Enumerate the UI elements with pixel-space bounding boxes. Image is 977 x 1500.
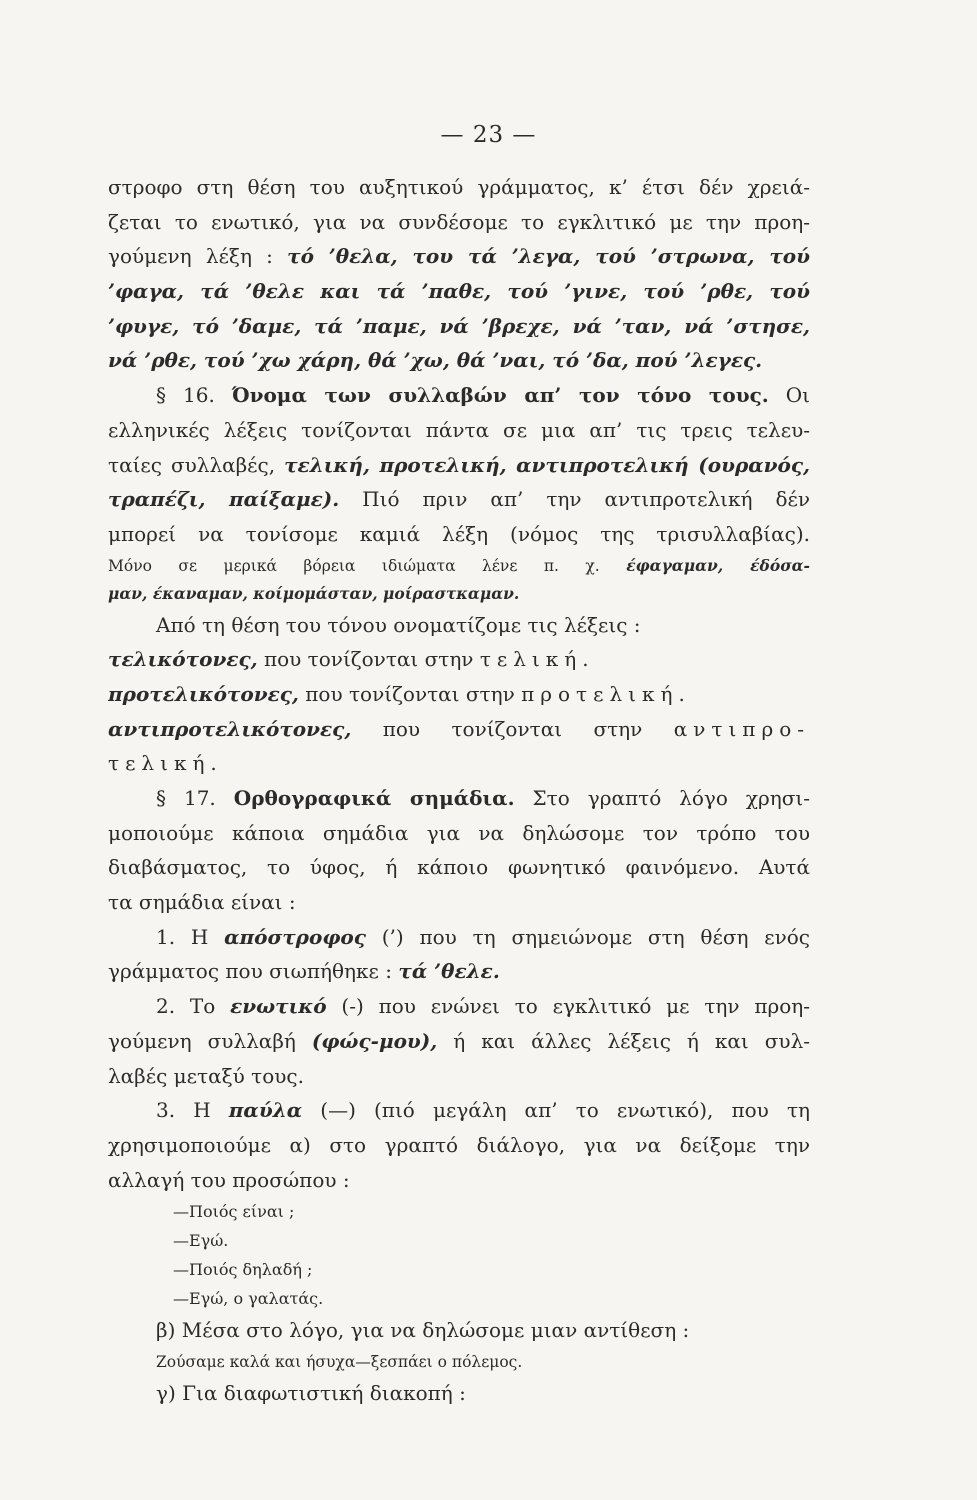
definition-line (108, 677, 810, 712)
section-number: § 16. (156, 383, 215, 408)
list-item-apostrophe (108, 920, 810, 955)
dialect-forms: έφαγαμαν, έδόσα- (626, 555, 810, 575)
text-line: μπορεί να τονίσομε καμιά λέξη (νόμος της τρισυλλαβίας). (108, 521, 810, 546)
text-span: (-) που ενώνει το εγκλιτικό με την προη- (341, 994, 810, 1019)
spaced-term: αντιπρο- (673, 716, 810, 741)
page-text (108, 170, 810, 1411)
definition-line (108, 712, 810, 747)
example-line: ’φαγα, τά ’θελε και τά ’παθε, τού ’γινε, τού ’ρθε, τού (108, 279, 810, 304)
section-16-heading (108, 378, 810, 413)
example-line: ’φυγε, τό ’δαμε, τά ’παμε, νά ’βρεχε, νά ’ταν, νά ’στησε, (108, 313, 810, 338)
example-sentence: Ζούσαμε καλά και ήσυχα—ξεσπάει ο πόλεμος. (156, 1352, 523, 1371)
text-line: χρησιμοποιούμε α) στο γραπτό διάλογο, για να δείξομε την (108, 1132, 810, 1157)
text-line: Από τη θέση του τόνου ονοματίζομε τις λέξεις : (156, 612, 641, 637)
example-words: τά ’θελε. (398, 959, 500, 984)
term: τελικότονες, (108, 647, 258, 672)
term-list: τελική, προτελική, αντιπροτελική (ουρανός, (284, 452, 810, 477)
text-span: γούμενη λέξη : (108, 244, 273, 269)
text-line: αλλαγή του προσώπου : (108, 1167, 350, 1192)
text-span: Πιό πριν απ’ την αντιπροτελική δέν (362, 487, 810, 512)
text-line: στροφο στη θέση του αυξητικού γράμματος, κ’ έτσι δέν χρειά- (108, 175, 810, 199)
text-line (108, 482, 810, 517)
text-span: Στο γραπτό λόγο χρησι- (532, 786, 810, 810)
text-span: γράμματος που σιωπήθηκε : (108, 959, 392, 984)
text-span: (’) που τη σημειώνομε στη θέση ενός (381, 924, 810, 949)
section-number: § 17. (156, 786, 216, 810)
section-17-heading (108, 781, 810, 816)
example-words: (φώς-μου), (311, 1028, 438, 1053)
dialect-forms: μαν, έκαναμαν, κοίμομάσταν, μοίραστκαμαν. (108, 583, 520, 603)
text-span: Μόνο σε μερικά βόρεια ιδιώματα λένε π. χ. (108, 556, 600, 575)
text-line (108, 239, 810, 274)
text-span: (—) (πιό μεγάλη απ’ το ενωτικό), που τη (320, 1098, 810, 1123)
term-list: τραπέζι, παίξαμε). (108, 487, 340, 512)
term: απόστροφος (224, 924, 366, 949)
text-line: λαβές μεταξύ τους. (108, 1063, 304, 1088)
term: ενωτικό (230, 994, 327, 1019)
text-span: γούμενη συλλαβή (108, 1028, 296, 1053)
small-note-line (108, 552, 810, 580)
text-line (108, 1024, 810, 1059)
spaced-term: προτελική. (521, 681, 691, 706)
text-line: μοποιούμε κάποια σημάδια για να δηλώσομε τον τρόπο του (108, 820, 810, 845)
list-item-dash (108, 1093, 810, 1128)
page-number: — 23 — (440, 122, 537, 148)
text-line: διαβάσματος, το ύφος, ή κάποιο φωνητικό φαινόμενο. Αυτά (108, 855, 810, 880)
text-line: β) Μέσα στο λόγο, για να δηλώσομε μιαν αντίθεση : (156, 1318, 690, 1343)
dialogue-line: —Ποιός δηλαδή ; (173, 1260, 313, 1280)
text-span: που τονίζονται στην (305, 681, 515, 706)
text-span: ταίες συλλαβές, (108, 452, 276, 477)
section-title: Όνομα των συλλαβών απ’ τον τόνο τους. (231, 383, 769, 408)
text-line: ζεται το ενωτικό, για να συνδέσομε το εγκλιτικό με την προη- (108, 209, 810, 234)
dialogue-line: —Ποιός είναι ; (173, 1202, 295, 1222)
term: παύλα (228, 1098, 303, 1123)
list-item-hyphen (108, 989, 810, 1024)
text-span: 2. Το (156, 994, 216, 1019)
example-line: νά ’ρθε, τού ’χω χάρη, θά ’χω, θά ’ναι, τό ’δα, πού ’λεγες. (108, 348, 763, 373)
spaced-term: τελική. (108, 751, 223, 776)
definition-line (108, 642, 810, 677)
text-line: τα σημάδια είναι : (108, 890, 296, 915)
dialogue-line: —Εγώ, ο γαλατάς. (173, 1289, 324, 1309)
text-span: ή και άλλες λέξεις ή και συλ- (453, 1028, 810, 1053)
text-span: Οι (785, 383, 810, 408)
example-words: τό ’θελα, του τά ’λεγα, τού ’στρωνα, τού (287, 244, 810, 269)
text-line: ελληνικές λέξεις τονίζονται πάντα σε μια απ’ τις τρεις τελευ- (108, 417, 810, 442)
dialogue-line: —Εγώ. (173, 1231, 229, 1251)
text-span: 3. Η (156, 1098, 211, 1123)
text-line: γ) Για διαφωτιστική διακοπή : (156, 1380, 466, 1405)
text-line (108, 954, 810, 989)
section-title: Ορθογραφικά σημάδια. (233, 786, 515, 810)
text-span: που τονίζονται στην (382, 716, 643, 741)
spaced-term: τελική. (479, 647, 595, 672)
text-span: 1. Η (156, 924, 209, 949)
text-line (108, 448, 810, 483)
term: αντιπροτελικότονες, (108, 716, 352, 741)
term: προτελικότονες, (108, 681, 299, 706)
text-span: που τονίζονται στην (263, 647, 474, 672)
